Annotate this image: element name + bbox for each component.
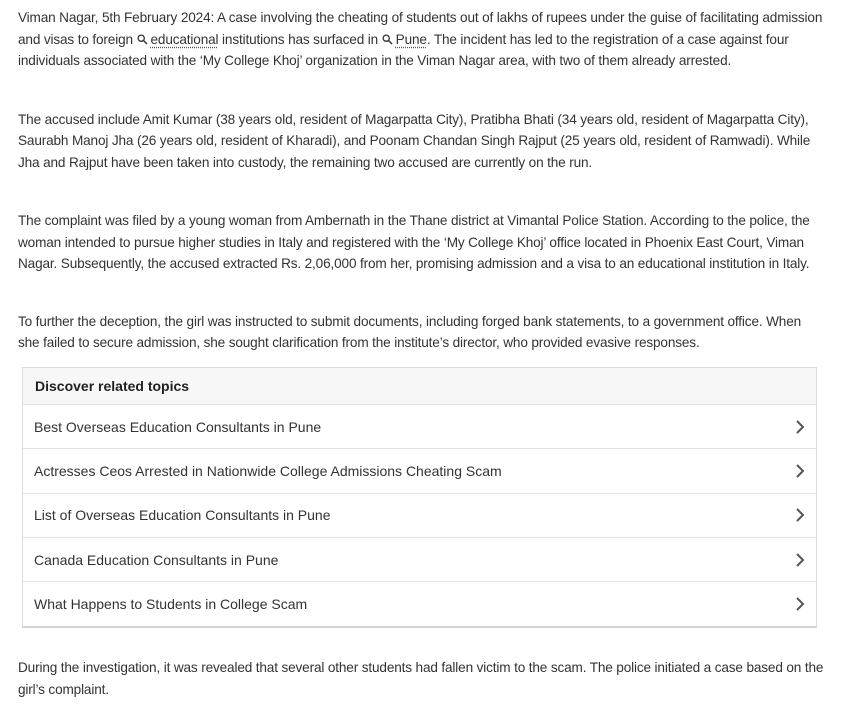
article-paragraph-1: [18, 7, 826, 72]
chevron-right-icon: [794, 506, 806, 524]
related-topic-label: Actresses Ceos Arrested in Nationwide College Admissions Cheating Scam: [34, 462, 502, 479]
chevron-right-icon: [794, 462, 806, 480]
article-paragraph-5: During the investigation, it was revealed that several other students had fallen victim to the scam. The police initiated a case based on the girl’s complaint.: [18, 660, 824, 697]
related-topic-item[interactable]: [23, 582, 816, 626]
article-paragraph-2: The accused include Amit Kumar (38 years old, resident of Magarpatta City), Pratibha Bhati (34 years old, resident of Magarpatta City), Saurabh Manoj Jha (26 years old, resident of Kharadi), and Poonam Chandan Singh Rajput (25 years old, resident of Ramwadi). While Jha and Rajput have been taken into custody, the remaining two accused are currently on the run.: [18, 111, 811, 170]
paragraph-text: institutions has surfaced in: [218, 31, 382, 47]
keyword-label: Pune: [395, 31, 427, 47]
article-continuation: [18, 657, 826, 700]
paragraph-text: . The incident has led to the registration of a case against four individuals associated with the ‘My College Khoj’ organization in the Viman Nagar area, with two of them already arrested.: [18, 31, 789, 68]
related-topic-item[interactable]: [23, 538, 816, 582]
related-topic-label: What Happens to Students in College Scam: [34, 596, 308, 613]
article-paragraph-3: The complaint was filed by a young woman from Ambernath in the Thane district at Vimantal Police Station. According to the police, the woman intended to pursue higher studies in Italy and registered with the ‘My College Khoj’ office located in Phoenix East Court, Viman Nagar. Subsequently, the accused extracted Rs. 2,06,000 from her, promising admission and a visa to an educational institution in Italy.: [18, 213, 810, 271]
related-topic-item[interactable]: [23, 494, 816, 538]
article-body: [18, 7, 826, 354]
related-topic-label: Best Overseas Education Consultants in Pune: [34, 418, 322, 435]
related-topic-label: Canada Education Consultants in Pune: [34, 551, 279, 568]
chevron-right-icon: [794, 418, 806, 436]
related-topic-label: List of Overseas Education Consultants in Pune: [34, 507, 331, 524]
keyword-link-pune[interactable]: [382, 32, 427, 47]
related-topics-box: [22, 367, 817, 628]
chevron-right-icon: [794, 595, 806, 613]
related-topic-item[interactable]: [23, 405, 816, 449]
article-paragraph-4: To further the deception, the girl was instructed to submit documents, including forged bank statements, to a government office. When she failed to secure admission, she sought clarification from the institute’s director, who provided evasive responses.: [18, 313, 802, 350]
search-icon: [137, 34, 148, 45]
search-icon: [382, 34, 393, 45]
keyword-label: educational: [150, 31, 219, 47]
paragraph-text: Viman Nagar, 5th February 2024: A case involving the cheating of students out of lakhs of rupees under the guise of facilitating admission and visas to foreign: [18, 10, 823, 47]
related-topics-header: Discover related topics: [23, 368, 816, 405]
keyword-link-educational[interactable]: [137, 32, 219, 47]
chevron-right-icon: [794, 551, 806, 569]
related-topic-item[interactable]: [23, 449, 816, 493]
